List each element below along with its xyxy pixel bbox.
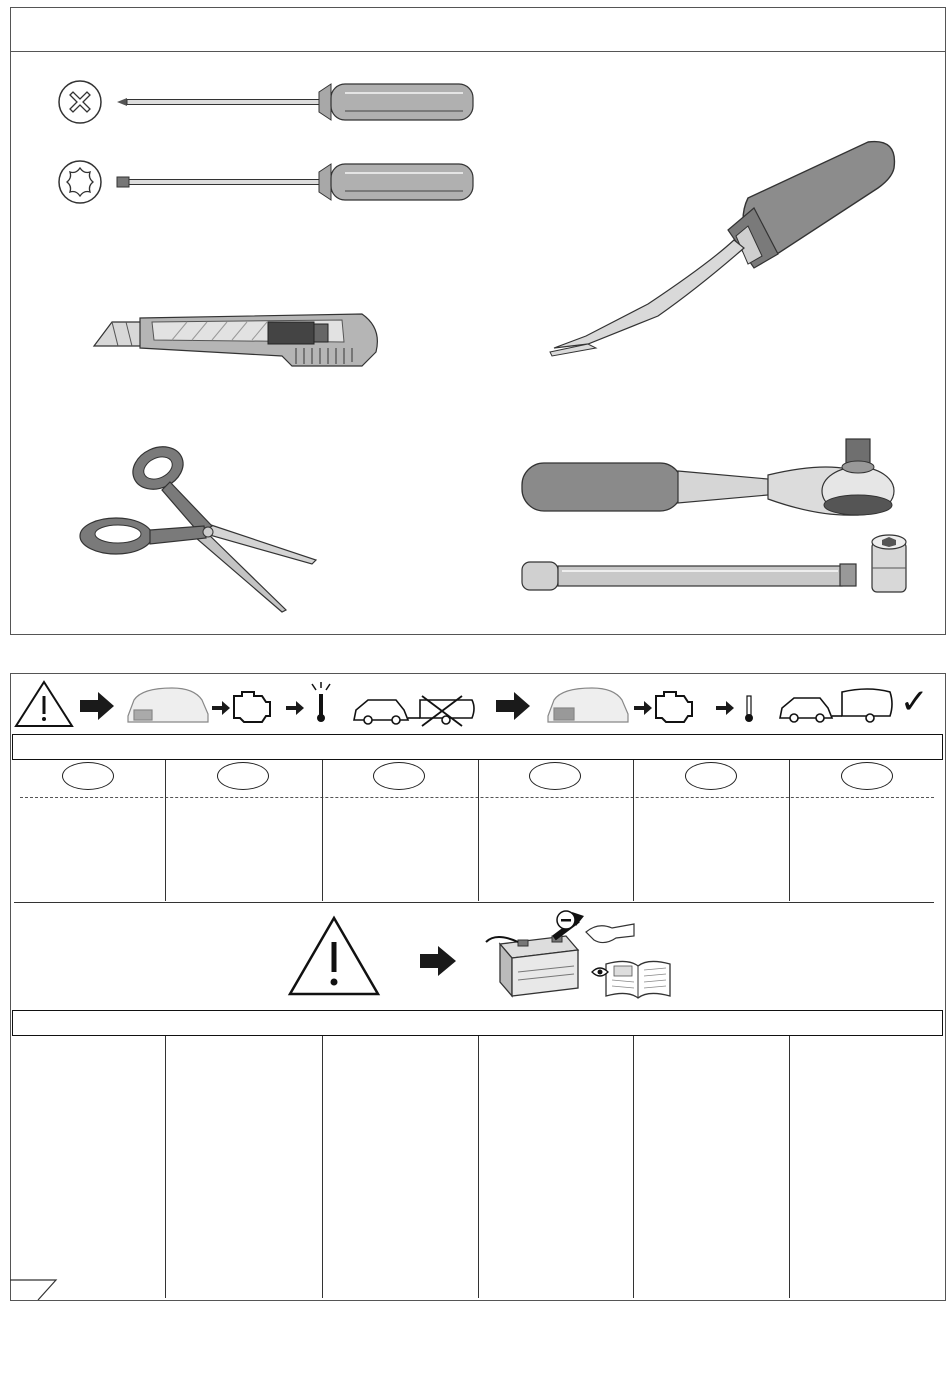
column-divider — [478, 760, 479, 901]
scissors-illustration — [78, 438, 318, 613]
torx-screwdriver-illustration — [55, 158, 480, 206]
minus-sign — [556, 908, 576, 928]
column-divider — [633, 1036, 634, 1298]
column-badge-6 — [841, 762, 893, 790]
section-separator — [14, 902, 934, 903]
column-divider — [478, 1036, 479, 1298]
lower-column-text-5 — [640, 1044, 780, 1264]
column-badge-3 — [373, 762, 425, 790]
phillips-screwdriver-illustration — [55, 78, 480, 126]
column-badge-1 — [62, 762, 114, 790]
battery-warning-pictogram — [286, 906, 676, 1002]
label-bar-1 — [12, 734, 943, 760]
lower-column-text-3 — [328, 1044, 468, 1264]
column-badge-5 — [685, 762, 737, 790]
socket-illustration — [866, 532, 912, 598]
column-divider — [165, 760, 166, 901]
label-bar-2 — [12, 1010, 943, 1036]
column-divider — [789, 1036, 790, 1298]
lower-column-text-2 — [172, 1044, 312, 1264]
column-text-4 — [484, 806, 624, 896]
utility-knife-illustration — [92, 308, 384, 370]
extension-bar-illustration — [518, 556, 860, 596]
column-divider — [322, 760, 323, 901]
column-badge-4 — [529, 762, 581, 790]
check-mark: ✓ — [900, 682, 929, 722]
column-divider — [633, 760, 634, 901]
column-divider — [789, 760, 790, 901]
lower-column-text-6 — [796, 1044, 936, 1264]
dotted-separator — [20, 797, 934, 798]
ratchet-handle-illustration — [518, 435, 906, 521]
column-text-5 — [640, 806, 780, 896]
lower-column-text-1 — [18, 1044, 158, 1264]
trim-removal-tool-illustration — [548, 138, 900, 360]
column-text-3 — [328, 806, 468, 896]
page-corner-tab — [10, 1274, 60, 1300]
column-divider — [322, 1036, 323, 1298]
column-text-2 — [172, 806, 312, 896]
column-text-6 — [796, 806, 936, 896]
tools-panel-header — [11, 8, 945, 52]
column-badge-2 — [217, 762, 269, 790]
lower-column-text-4 — [484, 1044, 624, 1264]
column-text-1 — [18, 806, 158, 896]
column-divider — [165, 1036, 166, 1298]
warning-pictogram-row — [12, 678, 942, 732]
